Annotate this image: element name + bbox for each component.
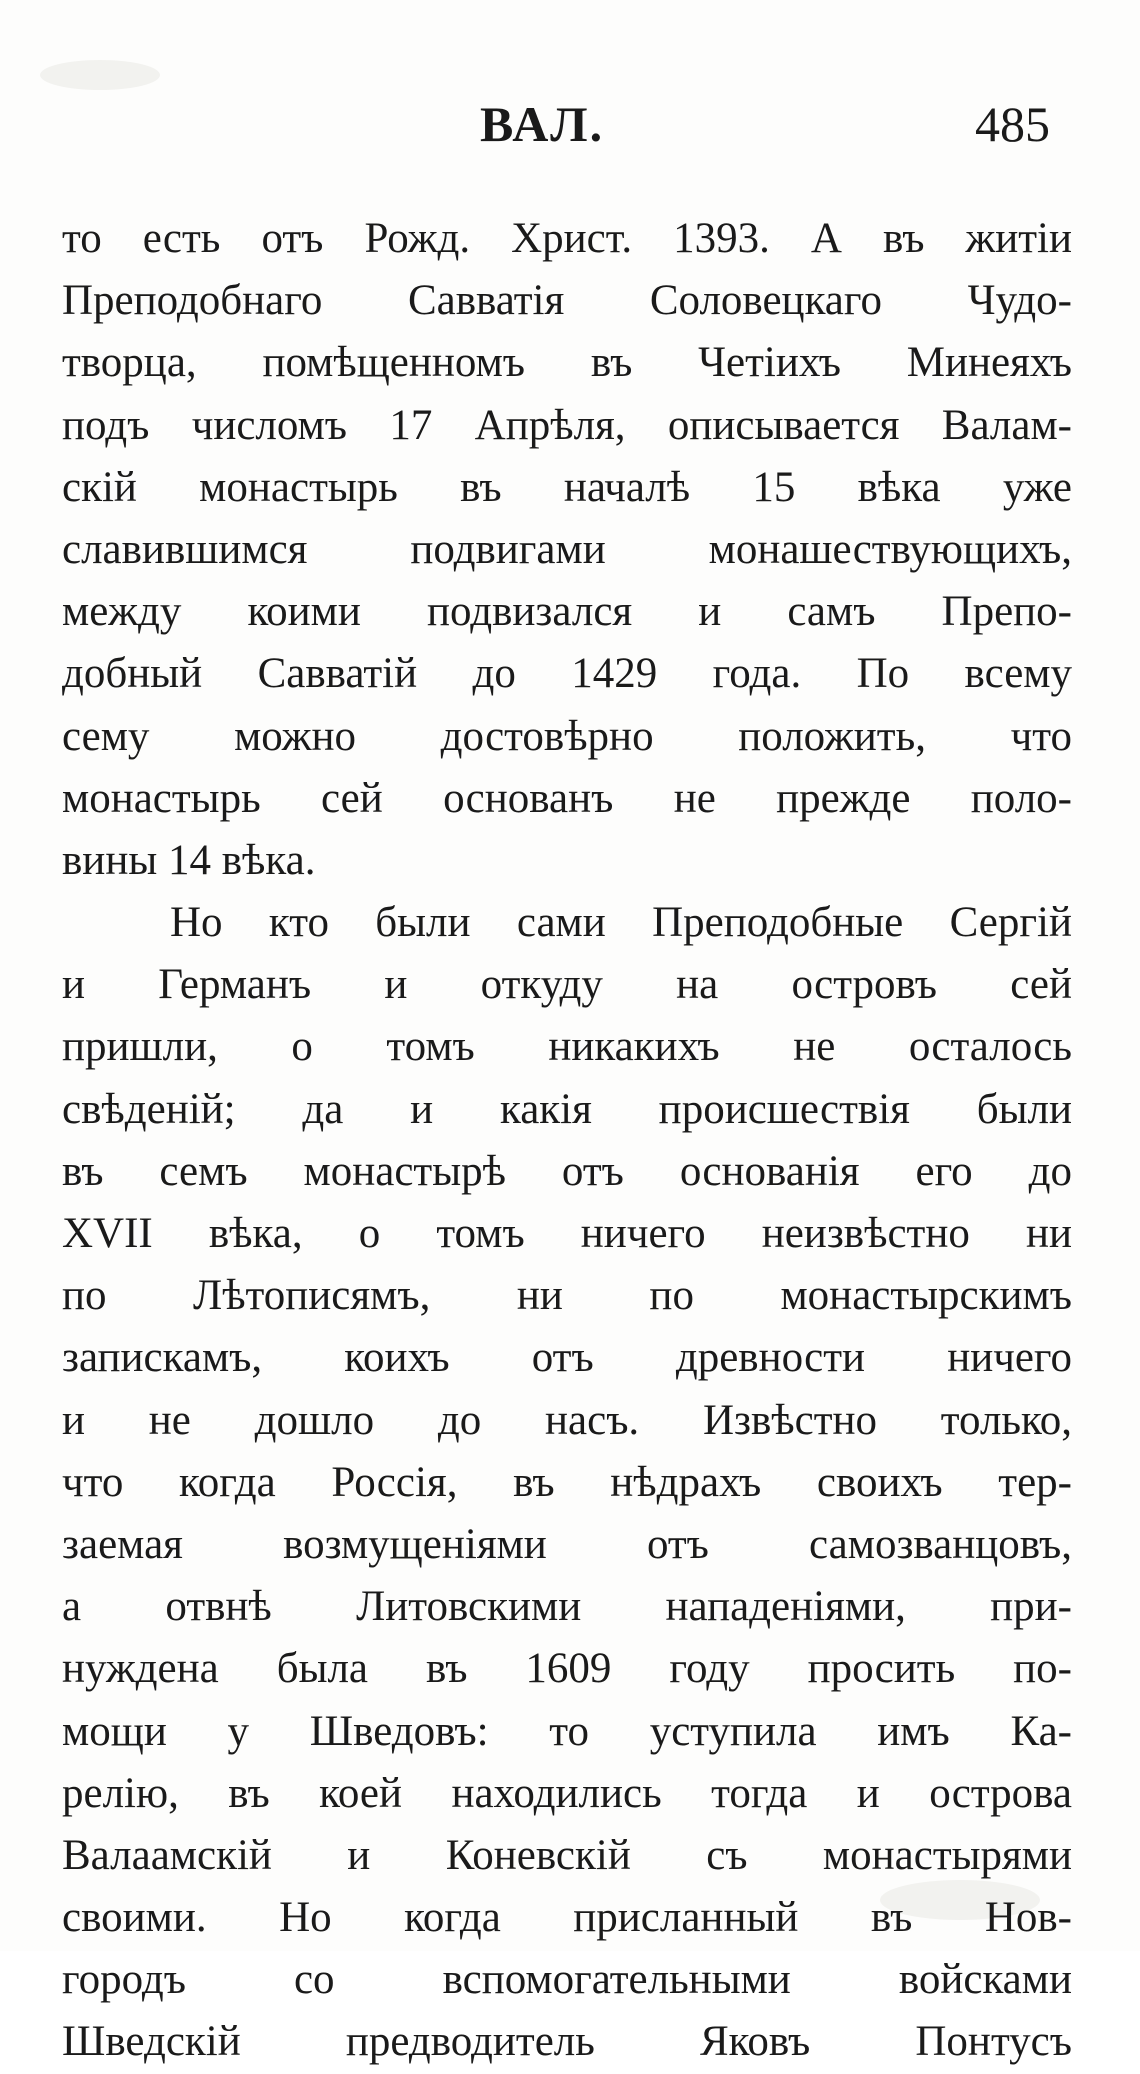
paper-stain [40, 60, 160, 90]
text-line: скій монастырь въ началѣ 15 вѣка уже [62, 463, 1072, 511]
text-line: нуждена была въ 1609 году просить по- [62, 1645, 1072, 1693]
text-line: Шведскій предводитель Яковъ Понтусъ [62, 2018, 1072, 2066]
text-line: мощи у Шведовъ: то уступила имъ Ка- [62, 1707, 1072, 1755]
text-line: XVII вѣка, о томъ ничего неизвѣстно ни [62, 1210, 1072, 1257]
text-line: а отвнѣ Литовскими нападеніями, при- [62, 1583, 1072, 1631]
text-line: то есть отъ Рожд. Христ. 1393. А въ житіи [62, 215, 1072, 262]
text-line: сему можно достовѣрно положить, что [62, 712, 1072, 760]
text-line-paragraph-start: Но кто были сами Преподобные Сергій [170, 899, 1072, 947]
running-head [0, 95, 1140, 155]
text-line: Валаамскій и Коневскій съ монастырями [62, 1831, 1072, 1879]
text-line-paragraph-end: вины 14 вѣка. [62, 836, 316, 884]
text-line: свѣденій; да и какія происшествія были [62, 1085, 1072, 1133]
text-line: городъ со вспомогательными войсками [62, 1956, 1072, 2004]
text-line: запискамъ, коихъ отъ древности ничего [62, 1334, 1072, 1382]
text-line: что когда Россія, въ нѣдрахъ своихъ тер- [62, 1458, 1072, 1506]
text-line: релію, въ коей находились тогда и острова [62, 1769, 1072, 1817]
text-line: и не дошло до насъ. Извѣстно только, [62, 1396, 1072, 1444]
text-line: славившимся подвигами монашествующихъ, [62, 525, 1072, 573]
text-line: заемая возмущеніями отъ самозванцовъ, [62, 1520, 1072, 1568]
running-title: ВАЛ. [480, 96, 605, 152]
body-text [62, 208, 1072, 2074]
text-line: въ семъ монастырѣ отъ основанія его до [62, 1147, 1072, 1195]
text-line: монастырь сей основанъ не прежде поло- [62, 774, 1072, 822]
text-line: пришли, о томъ никакихъ не осталось [62, 1023, 1072, 1071]
text-line: подъ числомъ 17 Апрѣля, описывается Валам- [62, 401, 1072, 449]
text-line: творца, помѣщенномъ въ Четіихъ Минеяхъ [62, 339, 1072, 387]
text-line: своими. Но когда присланный въ Нов- [62, 1894, 1072, 1942]
text-line: между коими подвизался и самъ Препо- [62, 588, 1072, 636]
text-line: Преподобнаго Савватія Соловецкаго Чудо- [62, 277, 1072, 325]
text-line: по Лѣтописямъ, ни по монастырскимъ [62, 1272, 1072, 1320]
text-line: и Германъ и откуду на островъ сей [62, 961, 1072, 1009]
page-number: 485 [975, 96, 1050, 152]
text-line: добный Савватій до 1429 года. По всему [62, 650, 1072, 698]
